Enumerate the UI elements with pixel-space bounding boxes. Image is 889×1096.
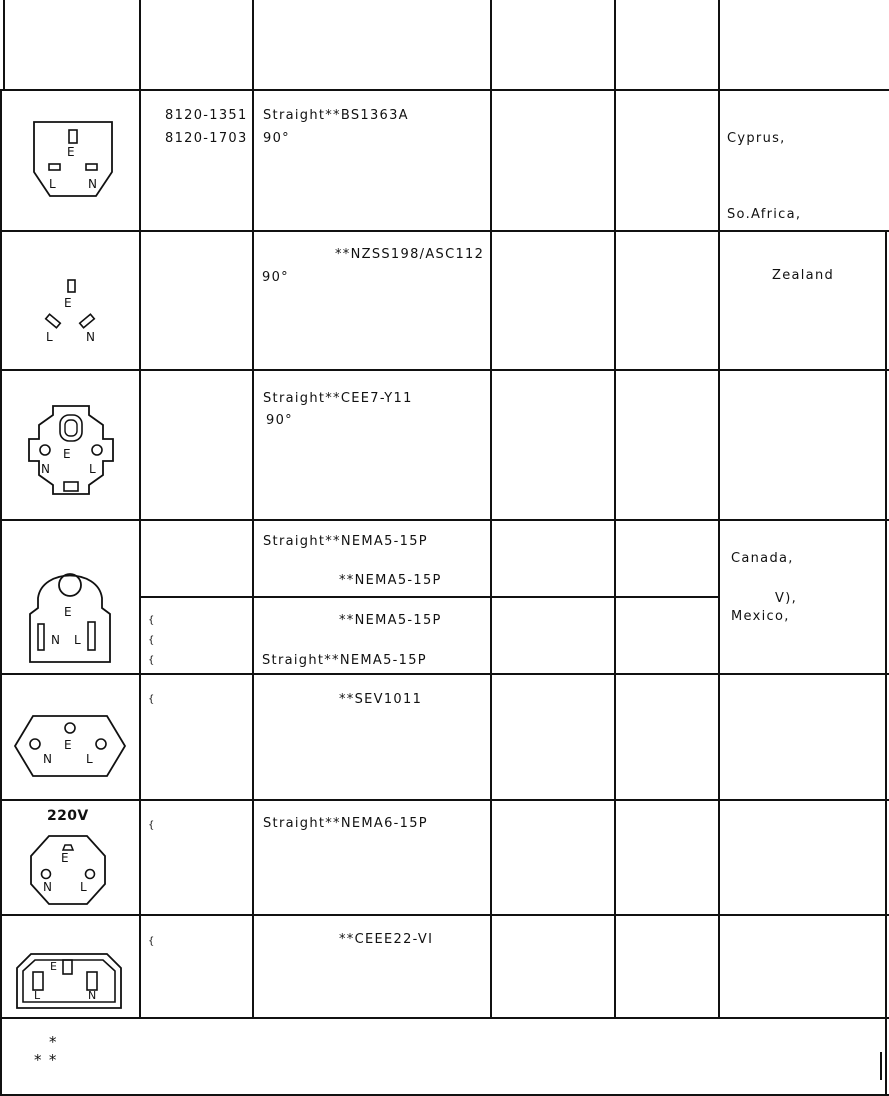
part-number: 8120-1703	[165, 131, 248, 146]
plug-nema6-15p-icon	[27, 830, 109, 908]
header-bottom-rule	[0, 89, 889, 91]
footer-bottom-rule	[0, 1094, 889, 1096]
pin-label-neutral: N	[41, 462, 52, 476]
pin-label-earth: E	[64, 296, 73, 310]
pin-label-line: L	[80, 880, 88, 894]
text-fragment: {	[148, 936, 156, 947]
pin-label-line: L	[89, 462, 97, 476]
cable-spec: **CEEE22-VI	[339, 932, 434, 947]
country: Canada,	[731, 551, 794, 566]
cable-spec: **NEMA5-15P	[339, 573, 442, 588]
voltage-label: 220V	[47, 808, 89, 824]
border-left	[3, 0, 5, 90]
pin-label-line: L	[49, 177, 57, 191]
row-divider	[0, 914, 889, 916]
border-left	[0, 90, 2, 1096]
text-fragment: {	[148, 655, 156, 666]
pin-label-earth: E	[50, 960, 59, 973]
column-divider	[718, 0, 720, 1018]
footnote-marker: *	[49, 1033, 58, 1051]
row-divider	[0, 519, 889, 521]
pin-label-line: L	[46, 330, 54, 344]
text-fragment: {	[148, 615, 156, 626]
row-divider	[0, 673, 889, 675]
country: Zealand	[772, 268, 835, 283]
country: Cyprus,	[727, 131, 786, 146]
cable-spec: Straight**NEMA6-15P	[263, 816, 428, 831]
cable-spec: **NEMA5-15P	[339, 613, 442, 628]
cable-angle: 90°	[266, 413, 293, 428]
row-divider-partial	[139, 596, 718, 598]
cable-spec: **NZSS198/ASC112	[335, 247, 485, 262]
column-divider	[252, 0, 254, 1018]
part-number: 8120-1351	[165, 108, 248, 123]
cable-spec: **SEV1011	[339, 692, 423, 707]
column-divider	[490, 0, 492, 1018]
footnote-marker: * *	[34, 1051, 58, 1069]
table-bottom-rule	[0, 1017, 889, 1019]
pin-label-neutral: N	[51, 633, 62, 647]
column-divider	[139, 0, 141, 1018]
pin-label-earth: E	[64, 738, 73, 752]
row-divider	[0, 230, 889, 232]
pin-label-neutral: N	[43, 752, 54, 766]
pin-label-earth: E	[64, 605, 73, 619]
pin-label-neutral: N	[88, 177, 99, 191]
row-divider	[0, 369, 889, 371]
cable-angle: 90°	[262, 270, 289, 285]
pin-label-line: L	[34, 989, 42, 1002]
cable-spec: Straight**BS1363A	[263, 108, 409, 123]
pin-label-neutral: N	[88, 989, 98, 1002]
text-fragment: {	[148, 694, 156, 705]
country: V),	[775, 591, 797, 606]
border-right	[885, 230, 887, 1096]
cable-spec: Straight**NEMA5-15P	[263, 534, 428, 549]
cable-angle: 90°	[263, 131, 290, 146]
row-divider	[0, 799, 889, 801]
plug-iec-c13-icon	[13, 950, 125, 1012]
pin-label-neutral: N	[43, 880, 54, 894]
cable-spec: Straight**CEE7-Y11	[263, 391, 413, 406]
country: Mexico,	[731, 609, 790, 624]
pin-label-earth: E	[61, 851, 70, 865]
pin-label-neutral: N	[86, 330, 97, 344]
text-fragment: {	[148, 635, 156, 646]
country: So.Africa,	[727, 207, 802, 222]
pin-label-line: L	[74, 633, 82, 647]
cable-spec: Straight**NEMA5-15P	[262, 653, 427, 668]
pin-label-earth: E	[63, 447, 72, 461]
column-divider	[614, 0, 616, 1018]
pin-label-line: L	[86, 752, 94, 766]
page-edge-mark	[880, 1052, 882, 1080]
text-fragment: {	[148, 820, 156, 831]
pin-label-earth: E	[67, 145, 76, 159]
